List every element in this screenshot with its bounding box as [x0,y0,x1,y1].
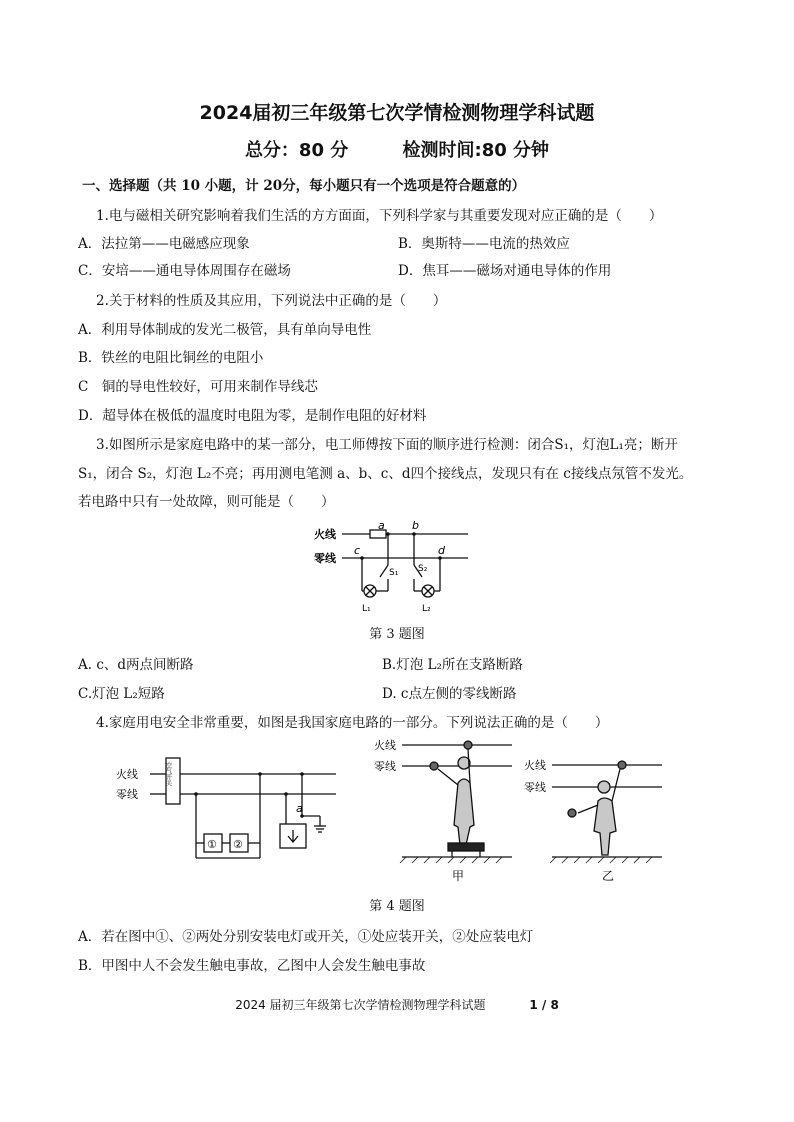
test-time: 检测时间:80 分钟 [402,140,550,161]
question-4-person-figure [372,735,672,885]
q4-air-switch-label: 空气开关 [164,762,172,786]
q4-label-jia: 甲 [452,869,465,883]
question-2-option-b: B．铁丝的电阻比铜丝的电阻小 [78,350,264,366]
page-title: 2024届初三年级第七次学情检测物理学科试题 [199,102,595,124]
question-3-caption: 第 3 题图 [369,627,425,642]
question-1-option-b: B．奥斯特——电流的热效应 [398,236,570,252]
q3-point-a: a [378,519,385,532]
question-3-option-a: A. c、d两点间断路 [78,657,194,673]
q3-point-b: b [412,519,419,532]
exam-info [0,136,794,162]
question-4-caption: 第 4 题图 [369,899,425,914]
q3-point-d: d [438,544,445,557]
footer-title: 2024 届初三年级第七次学情检测物理学科试题 [235,998,486,1012]
q3-lamp-l2: L₂ [422,604,431,614]
q4-jia-neutral-label: 零线 [374,760,396,773]
q4-position-1: ① [207,838,217,851]
question-3-circuit-figure [300,515,480,615]
q4-yi-live-label: 火线 [524,759,546,772]
section-heading: 一、选择题（共 10 小题，计 20分，每小题只有一个选项是符合题意的） [82,178,526,194]
question-3-option-b: B.灯泡 L₂所在支路断路 [382,657,523,673]
total-score: 总分：80 分 [244,140,349,161]
q3-live-label: 火线 [314,528,336,541]
q3-switch-s2: S₂ [418,564,428,574]
question-1-option-c: C．安培——通电导体周围存在磁场 [78,263,291,279]
page-footer [0,996,794,1013]
q4-live-label: 火线 [116,768,138,781]
question-2-stem: 2.关于材料的性质及其应用，下列说法中正确的是（ ） [96,293,447,309]
question-1-option-a: A．法拉第——电磁感应现象 [78,236,250,252]
q3-lamp-l1: L₁ [362,604,371,614]
q4-yi-neutral-label: 零线 [524,781,546,794]
page-number: 1 / 8 [529,998,559,1012]
question-3-option-d: D. c点左侧的零线断路 [382,686,517,702]
question-4-option-a: A．若在图中①、②两处分别安装电灯或开关，①处应装开关，②处应装电灯 [78,929,534,945]
question-1-stem: 1.电与磁相关研究影响着我们生活的方方面面，下列科学家与其重要发现对应正确的是（ ） [96,208,663,224]
q4-jia-live-label: 火线 [374,739,396,752]
q3-switch-s1: S₁ [389,568,399,578]
question-2-option-a: A．利用导体制成的发光二极管，具有单向导电性 [78,322,372,338]
question-3-stem-line3: 若电路中只有一处故障，则可能是（ ） [78,494,335,510]
question-3-stem-line2: S₁，闭合 S₂，灯泡 L₂不亮；再用测电笔测 a、b、c、d四个接线点，发现只有在 c接线点氖管不发光。 [78,466,693,482]
q4-label-yi: 乙 [602,869,615,883]
q3-neutral-label: 零线 [314,552,336,565]
q3-point-c: c [354,544,361,557]
question-2-option-d: D．超导体在极低的温度时电阻为零，是制作电阻的好材料 [78,408,427,424]
question-3-stem-line1: 3.如图所示是家庭电路中的某一部分，电工师傅按下面的顺序进行检测：闭合S₁，灯泡L₁亮；断开 [96,437,678,453]
q4-position-2: ② [233,838,243,851]
question-4-circuit-figure [110,740,350,860]
question-4-option-b: B．甲图中人不会发生触电事故，乙图中人会发生触电事故 [78,958,426,974]
question-4-stem: 4.家庭用电安全非常重要，如图是我国家庭电路的一部分。下列说法正确的是（ ） [96,715,609,731]
question-1-option-d: D．焦耳——磁场对通电导体的作用 [398,263,612,279]
question-3-option-c: C.灯泡 L₂短路 [78,686,165,702]
q4-point-a: a [296,802,303,815]
question-2-option-c: C 铜的导电性较好，可用来制作导线芯 [78,379,318,395]
q4-neutral-label: 零线 [116,788,138,801]
